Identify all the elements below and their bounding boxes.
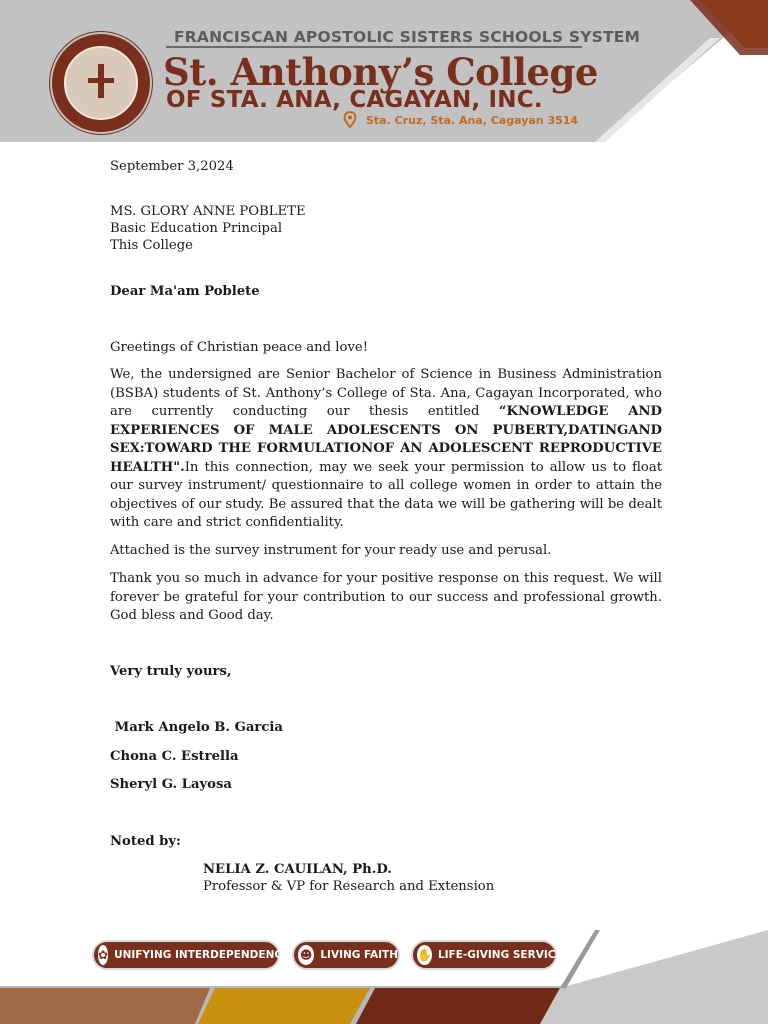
noted-by-label: Noted by: [110,834,181,849]
map-pin-icon [343,111,357,129]
closing: Very truly yours, [110,664,232,679]
body-rest: In this connection, may we seek your permission to allow us to float our survey instrument/ questionnaire to all college women in order to attain the objectives of our study. Be assured that the data we will be gathering will be dealt with care and strict confidentiality. [110,459,662,530]
body-paragraph-2: Attached is the survey instrument for your ready use and perusal. [110,543,552,558]
system-name: FRANCISCAN APOSTOLIC SISTERS SCHOOLS SYSTEM [174,28,641,46]
header-rule [166,46,582,48]
noter-title: Professor & VP for Research and Extension [203,879,495,894]
body-intro: We, the undersigned are Senior Bachelor of Science in Business Administration (BSBA) students of St. Anthony’s College of Sta. Ana, Cagayan Incorporated, who are currently conducting our thesis entitled [110,367,662,419]
badge-label: LIVING FAITH [320,949,398,961]
college-seal-icon [52,34,150,132]
people-icon: ☻ [298,945,314,965]
thesis-title: “KNOWLEDGE AND EXPERIENCES OF MALE ADOLESCENTS ON PUBERTY,DATINGAND SEX:TOWARD THE FORMULATIONOF AN ADOLESCENT REPRODUCTIVE HEALTH". [110,404,662,475]
college-address: Sta. Cruz, Sta. Ana, Cagayan 3514 [366,114,579,127]
signatory-3: Sheryl G. Layosa [110,777,232,792]
body-paragraph-1 [110,366,662,533]
letter-date: September 3,2024 [110,159,234,174]
recipient-org: This College [110,238,193,253]
noter-name: NELIA Z. CAUILAN, Ph.D. [203,862,392,877]
body-paragraph-3: Thank you so much in advance for your positive response on this request. We will forever be grateful for your contribution to our success and professional growth. God bless and Good day. [110,571,662,623]
hand-dove-icon: ✋ [417,945,432,965]
badge-label: LIFE-GIVING SERVICE [437,949,563,961]
recipient-name: MS. GLORY ANNE POBLETE [110,204,306,219]
badge-unifying-interdependence [92,940,290,970]
signatory-1: Mark Angelo B. Garcia [110,720,283,735]
tree-icon: ✿ [98,945,108,965]
badge-living-faith [292,940,400,970]
college-name: St. Anthony’s College [163,50,598,94]
signatory-2: Chona C. Estrella [110,749,239,764]
college-subtitle: OF STA. ANA, CAGAYAN, INC. [166,87,543,113]
badge-label: UNIFYING INTERDEPENDENCE [114,949,290,961]
badge-life-giving-service [411,940,563,970]
greeting: Greetings of Christian peace and love! [110,340,368,355]
recipient-title: Basic Education Principal [110,221,283,236]
salutation: Dear Ma'am Poblete [110,284,260,299]
